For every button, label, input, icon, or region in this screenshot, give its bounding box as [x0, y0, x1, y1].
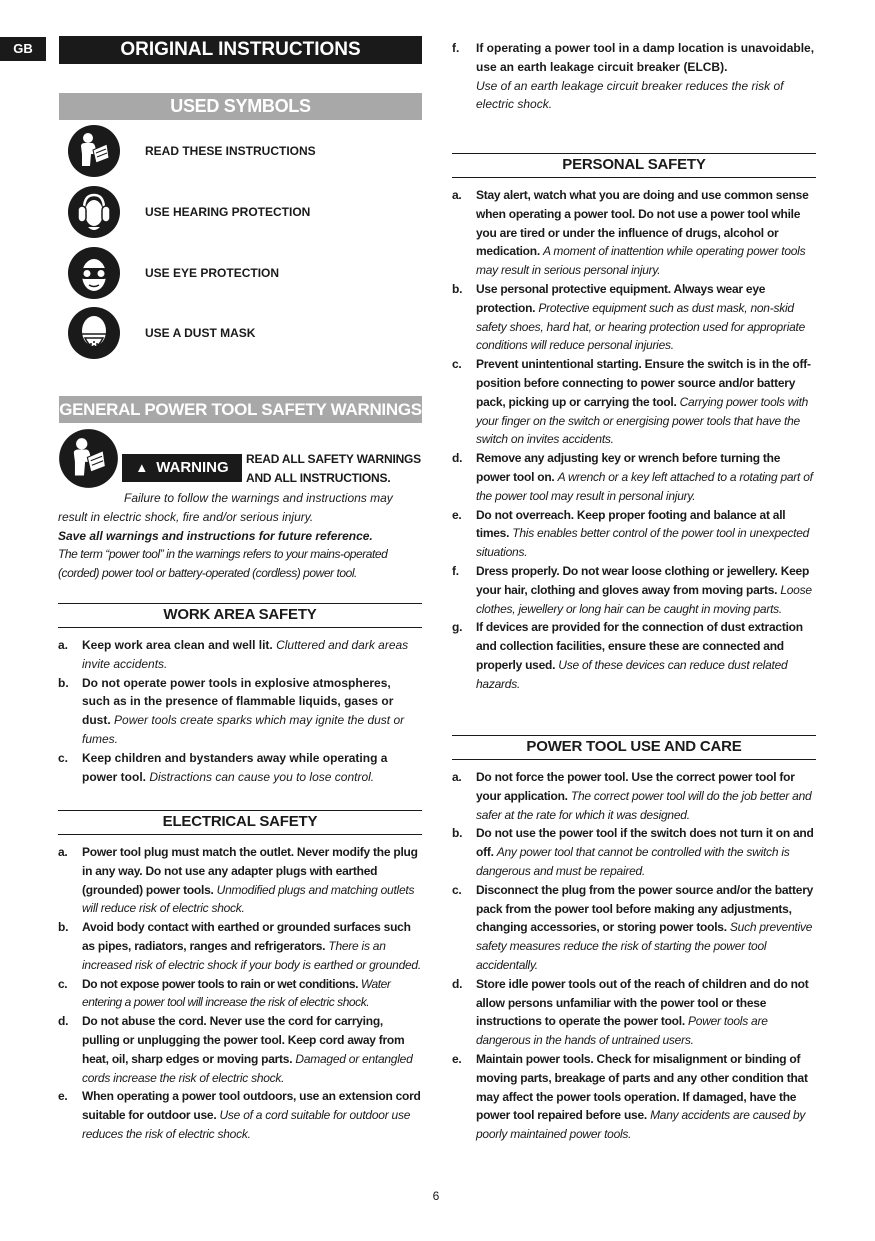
- item-letter: c.: [452, 357, 462, 372]
- list-item: [58, 975, 422, 1013]
- item-bold: Do not abuse the cord. Never use the cord for carrying, pulling or unplugging the power tool. Keep cord away from heat, oil, sharp edges or moving parts.: [82, 1014, 405, 1066]
- item-italic: Distractions can cause you to lose control.: [149, 769, 375, 784]
- item-bold: Do not overreach. Keep proper footing and balance at all times.: [476, 507, 786, 541]
- list-item: [58, 843, 422, 918]
- item-letter: e.: [452, 1051, 462, 1066]
- symbol-eye-protection: [67, 246, 422, 300]
- item-letter: b.: [58, 675, 69, 690]
- symbol-read-instructions: [67, 124, 422, 178]
- item-italic: Use of an earth leakage circuit breaker reduces the risk of electric shock.: [476, 78, 784, 112]
- item-letter: c.: [452, 882, 462, 897]
- item-bold: Dress properly. Do not wear loose clothing or jewellery. Keep your hair, clothing and gloves away from moving parts.: [476, 563, 810, 597]
- personal-section: [452, 153, 816, 694]
- item-italic: Many accidents are caused by poorly maintained power tools.: [476, 1108, 806, 1142]
- item-bold: When operating a power tool outdoors, use an extension cord suitable for outdoor use.: [82, 1089, 421, 1123]
- item-bold: Do not expose power tools to rain or wet conditions.: [82, 976, 358, 991]
- item-letter: c.: [58, 976, 68, 991]
- list-item: [58, 1012, 422, 1087]
- dust-mask-icon: [67, 306, 121, 360]
- list-item: [452, 39, 816, 114]
- read-manual-icon: [67, 124, 121, 178]
- item-letter: e.: [452, 507, 462, 522]
- item-bold: Store idle power tools out of the reach of children and do not allow persons unfamiliar with the power tool or these instructions to operate the power tool.: [476, 976, 809, 1029]
- save-text: Save all warnings and instructions for future reference.: [58, 528, 373, 543]
- warning-badge: [122, 454, 242, 482]
- item-letter: a.: [452, 770, 462, 784]
- warning-triangle-icon: ▲: [135, 460, 149, 475]
- item-italic: Unmodified plugs and matching outlets will reduce risk of electric shock.: [82, 882, 415, 916]
- item-italic: Power tools are dangerous in the hands of untrained users.: [476, 1014, 768, 1048]
- hearing-protection-icon: [67, 185, 121, 239]
- symbol-label: USE EYE PROTECTION: [145, 266, 280, 280]
- list-item: [452, 975, 816, 1050]
- page-number: 6: [432, 1189, 440, 1203]
- list-item: [452, 768, 816, 824]
- list-item: [452, 355, 816, 449]
- item-letter: b.: [452, 826, 463, 841]
- power-tool-use-section: [452, 735, 816, 1144]
- electrical-heading: ELECTRICAL SAFETY: [58, 810, 422, 835]
- item-italic: Protective equipment such as dust mask, non-skid safety shoes, hard hat, or hearing protection used for appropriate conditions will reduce personal injuries.: [476, 300, 806, 353]
- symbol-dust-mask: [67, 306, 422, 360]
- list-item: [452, 1050, 816, 1144]
- item-italic: Use of these devices can reduce dust related hazards.: [476, 657, 788, 691]
- read-manual-icon: [58, 428, 119, 489]
- list-item: [452, 562, 816, 618]
- list-item: [452, 824, 816, 880]
- symbol-label: READ THESE INSTRUCTIONS: [145, 144, 316, 158]
- item-letter: a.: [58, 845, 68, 859]
- item-bold: Do not force the power tool. Use the correct power tool for your application.: [476, 770, 795, 803]
- warning-text: READ ALL SAFETY WARNINGS AND ALL INSTRUCTIONS.: [246, 452, 421, 485]
- list-item: [452, 280, 816, 355]
- list-item: [58, 1087, 422, 1143]
- page-title: ORIGINAL INSTRUCTIONS: [59, 36, 422, 64]
- list-item: [452, 618, 816, 693]
- item-letter: f.: [452, 41, 460, 55]
- work-area-section: [58, 603, 422, 786]
- item-italic: Any power tool that cannot be controlled with the switch is dangerous and must be repaired.: [476, 845, 790, 878]
- failure-text: Failure to follow the warnings and instructions may result in electric shock, fire and/or serious injury.: [58, 491, 393, 524]
- electrical-continued: [452, 39, 816, 114]
- language-tag: GB: [0, 37, 46, 61]
- item-italic: Carrying power tools with your finger on the switch or energising power tools that have the switch on invites accidents.: [476, 394, 809, 447]
- item-italic: Damaged or entangled cords increase the risk of electric shock.: [82, 1051, 413, 1085]
- item-bold: Power tool plug must match the outlet. Never modify the plug in any way. Do not use any adapter plugs with earthed (grounded) power tools.: [82, 845, 418, 897]
- item-italic: Power tools create sparks which may ignite the dust or fumes.: [82, 713, 405, 746]
- list-item: [452, 881, 816, 975]
- item-letter: g.: [452, 620, 463, 635]
- item-letter: d.: [58, 1014, 69, 1029]
- power-tool-use-heading: POWER TOOL USE AND CARE: [452, 735, 816, 760]
- item-italic: Such preventive safety measures reduce the risk of starting the power tool accidentally.: [476, 920, 813, 972]
- item-italic: The correct power tool will do the job better and safer at the rate for which it was designed.: [476, 788, 812, 822]
- used-symbols-heading: USED SYMBOLS: [59, 93, 422, 120]
- item-italic: This enables better control of the power tool in unexpected situations.: [476, 526, 810, 560]
- item-bold: Do not use the power tool if the switch does not turn it on and off.: [476, 826, 814, 860]
- list-item: [452, 506, 816, 562]
- list-item: [452, 449, 816, 505]
- item-bold: If operating a power tool in a damp location is unavoidable, use an earth leakage circuit breaker (ELCB).: [476, 41, 815, 74]
- list-item: [58, 674, 422, 749]
- item-italic: Use of a cord suitable for outdoor use reduces the risk of electric shock.: [82, 1108, 411, 1141]
- item-bold: Keep children and bystanders away while operating a power tool.: [82, 750, 388, 784]
- symbol-label: USE HEARING PROTECTION: [145, 205, 311, 219]
- general-warnings-heading: GENERAL POWER TOOL SAFETY WARNINGS: [59, 396, 422, 423]
- list-item: [58, 749, 422, 787]
- item-bold: If devices are provided for the connection of dust extraction and collection facilities, ensure these are connected and properly used.: [476, 620, 803, 672]
- symbol-label: USE A DUST MASK: [145, 326, 256, 340]
- item-letter: b.: [58, 920, 69, 935]
- item-bold: Use personal protective equipment. Always wear eye protection.: [476, 281, 766, 315]
- item-italic: A moment of inattention while operating power tools may result in serious personal injury.: [476, 244, 806, 278]
- list-item: [452, 186, 816, 280]
- electrical-section: [58, 810, 422, 1144]
- item-letter: b.: [452, 281, 463, 296]
- list-item: [58, 918, 422, 974]
- item-bold: Maintain power tools. Check for misalignment or binding of moving parts, breakage of parts and any other condition that may affect the power tools operation. If damaged, have the power tool repaired before use.: [476, 1051, 808, 1123]
- item-bold: Prevent unintentional starting. Ensure the switch is in the off-position before connecting to power source and/or battery pack, picking up or carrying the tool.: [476, 357, 811, 409]
- item-letter: f.: [452, 563, 459, 578]
- work-area-heading: WORK AREA SAFETY: [58, 603, 422, 628]
- item-letter: a.: [452, 188, 462, 202]
- item-italic: There is an increased risk of electric shock if your body is earthed or grounded.: [82, 938, 421, 972]
- item-italic: A wrench or a key left attached to a rotating part of the power tool may result in personal injury.: [476, 469, 813, 503]
- item-bold: Keep work area clean and well lit.: [82, 638, 273, 652]
- item-bold: Do not operate power tools in explosive atmospheres, such as in the presence of flammable liquids, gases or dust.: [82, 675, 394, 728]
- item-letter: a.: [58, 638, 69, 652]
- item-italic: Water entering a power tool will increase the risk of electric shock.: [82, 976, 391, 1010]
- warning-label: WARNING: [156, 459, 229, 476]
- item-letter: d.: [452, 451, 463, 466]
- term-text: The term “power tool” in the warnings refers to your mains-operated (corded) power tool or battery-operated (cordless) power tool.: [58, 547, 388, 581]
- symbol-hearing-protection: [67, 185, 422, 239]
- item-letter: c.: [58, 750, 69, 765]
- item-letter: e.: [58, 1089, 68, 1104]
- item-italic: Cluttered and dark areas invite accidents.: [82, 638, 409, 671]
- list-item: [58, 636, 422, 674]
- item-bold: Remove any adjusting key or wrench before turning the power tool on.: [476, 451, 781, 484]
- item-bold: Disconnect the plug from the power source and/or the battery pack from the power tool before making any adjustments, changing accessories, or storing power tools.: [476, 882, 814, 935]
- item-letter: d.: [452, 976, 463, 991]
- eye-protection-icon: [67, 246, 121, 300]
- item-bold: Stay alert, watch what you are doing and use common sense when operating a power tool. Do not use a power tool while you are tired or under the influence of drugs, alcohol or medication.: [476, 188, 809, 259]
- personal-heading: PERSONAL SAFETY: [452, 153, 816, 178]
- item-italic: Loose clothes, jewellery or long hair can be caught in moving parts.: [476, 582, 812, 616]
- item-bold: Avoid body contact with earthed or grounded surfaces such as pipes, radiators, ranges and refrigerators.: [82, 920, 411, 953]
